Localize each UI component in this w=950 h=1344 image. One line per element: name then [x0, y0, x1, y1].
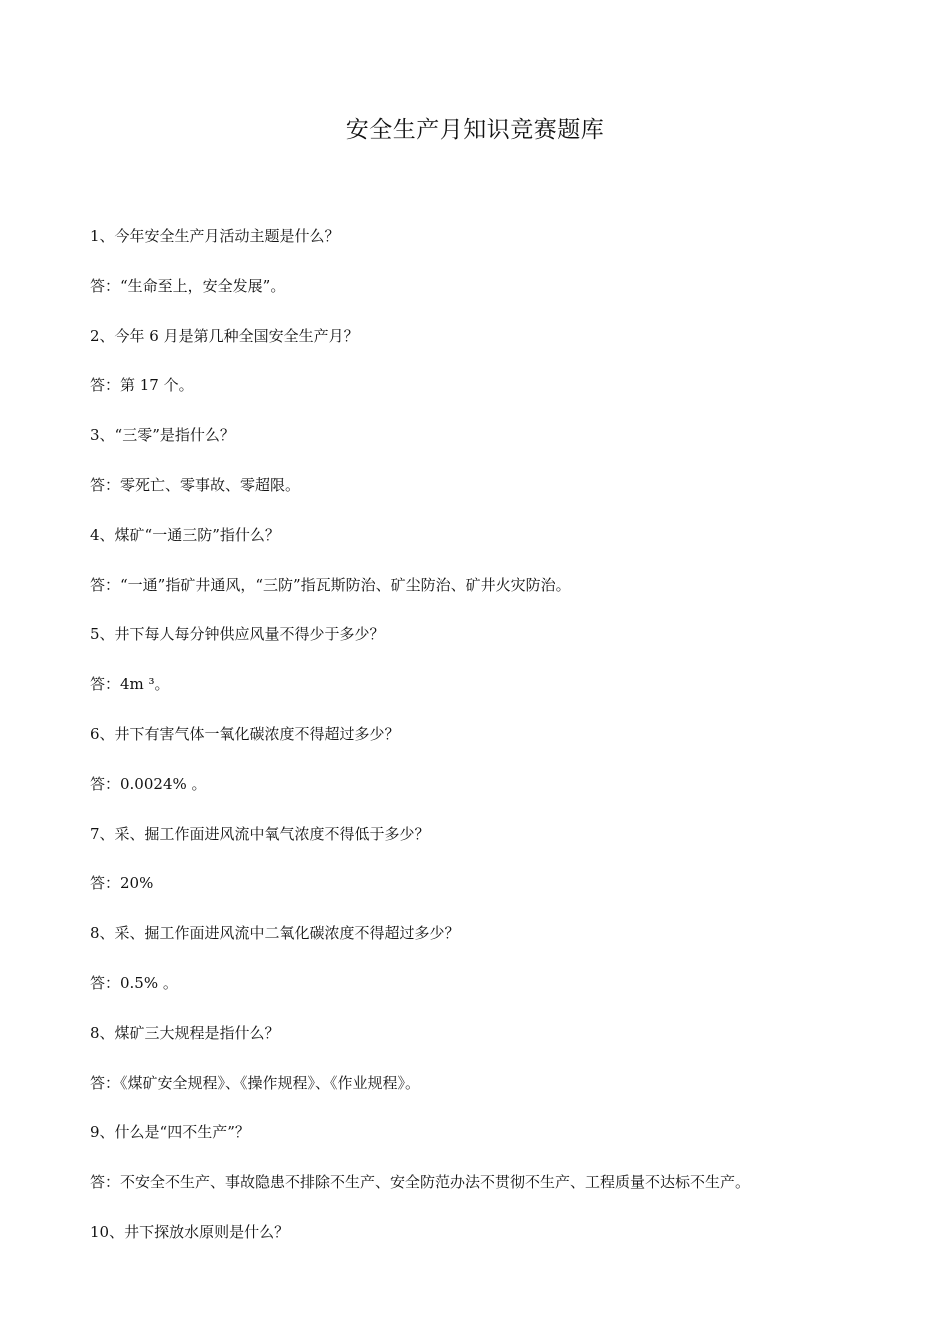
document-title: 安全生产月知识竞赛题库	[345, 117, 605, 143]
question-2: 2、今年 6 月是第几种全国安全生产月？	[90, 326, 359, 345]
answer-1: 答：“生命至上，安全发展”。	[90, 276, 286, 295]
question-5: 5、井下每人每分钟供应风量不得少于多少？	[90, 625, 385, 644]
qa-list	[90, 222, 890, 1268]
answer-4: 答：“一通”指矿井通风，“三防”指瓦斯防治、矿尘防治、矿井火灾防治。	[90, 575, 571, 594]
question-4: 4、煤矿“一通三防”指什么？	[90, 525, 280, 544]
answer-8a: 答：0.5% 。	[90, 973, 178, 992]
answer-6: 答：0.0024% 。	[90, 774, 207, 793]
question-9: 9、什么是“四不生产”？	[90, 1123, 250, 1142]
question-1: 1、今年安全生产月活动主题是什么？	[90, 227, 340, 245]
question-8a: 8、采、掘工作面进风流中二氧化碳浓度不得超过多少？	[90, 924, 460, 943]
answer-2: 答：第 17 个。	[90, 376, 194, 395]
answer-3: 答：零死亡、零事故、零超限。	[90, 475, 301, 494]
question-8b: 8、煤矿三大规程是指什么？	[90, 1023, 280, 1042]
answer-7: 答：20%	[90, 874, 154, 893]
question-6: 6、井下有害气体一氧化碳浓度不得超过多少？	[90, 724, 400, 743]
question-3: 3、“三零”是指什么？	[90, 426, 235, 445]
question-7: 7、采、掘工作面进风流中氧气浓度不得低于多少？	[90, 824, 430, 843]
question-10: 10、井下探放水原则是什么？	[90, 1222, 290, 1241]
answer-8b: 答：《煤矿安全规程》、《操作规程》、《作业规程》。	[90, 1073, 421, 1092]
answer-9: 答：不安全不生产、事故隐患不排除不生产、安全防范办法不贯彻不生产、工程质量不达标不生产。	[90, 1173, 751, 1192]
answer-5: 答：4m ³。	[90, 675, 170, 694]
